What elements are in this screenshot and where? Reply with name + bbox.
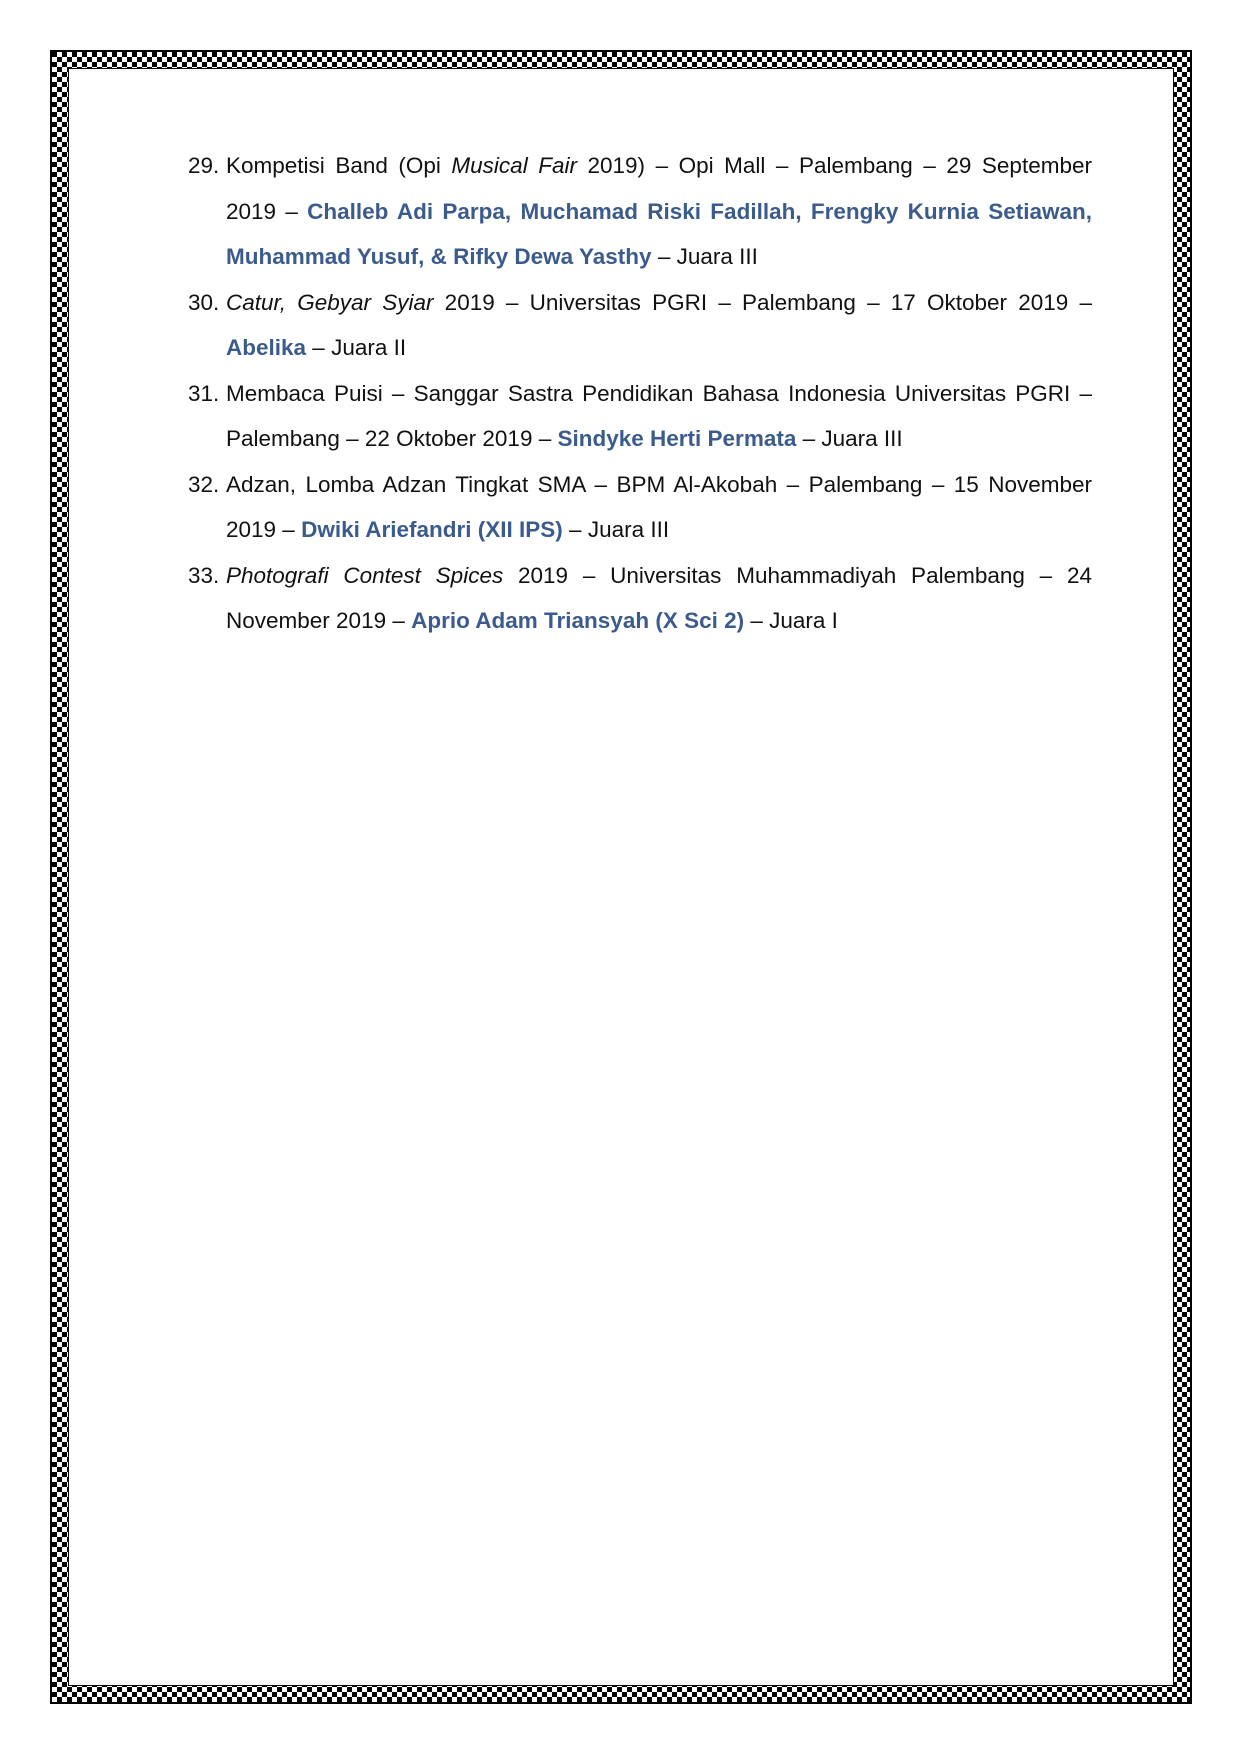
award-text: – Juara II [306,335,407,360]
list-item-text [226,280,1092,371]
event-text: Adzan, Lomba Adzan Tingkat SMA – BPM Al-Akobah – Palembang – 15 November 2019 – [226,471,1092,542]
list-item [188,553,1092,644]
award-text: – Juara III [562,517,670,542]
list-item-number: 31. [188,380,220,406]
list-item-text [226,462,1092,553]
award-text: – Juara III [796,426,903,451]
participant-names: Aprio Adam Triansyah (X Sci 2) [411,608,745,633]
list-item-number: 33. [188,562,220,588]
event-text: Kompetisi Band (Opi [226,153,452,178]
event-italic-text: Musical Fair [451,153,577,178]
achievement-list [188,143,1092,644]
list-item-text [226,553,1092,644]
list-item [188,280,1092,371]
list-item-text [226,143,1092,280]
event-text: 2019 – Universitas Muhammadiyah Palembang – 24 November 2019 – [226,562,1092,633]
list-item [188,462,1092,553]
event-italic-text: Catur, Gebyar Syiar [226,289,434,315]
event-italic-text: Photografi Contest Spices [226,562,504,588]
award-text: – Juara I [744,608,838,633]
list-item-text [226,371,1092,462]
event-text: 2019) – Opi Mall – Palembang – 29 September 2019 – [226,153,1092,224]
list-item [188,143,1092,280]
event-text: Membaca Puisi – Sanggar Sastra Pendidikan Bahasa Indonesia Universitas PGRI – Palembang – 22 Oktober 2019 – [226,380,1092,451]
list-item-number: 32. [188,471,220,497]
award-text: – Juara III [651,244,758,269]
list-item-number: 29. [188,153,220,178]
participant-names: Abelika [226,335,307,360]
event-text: 2019 – Universitas PGRI – Palembang – 17 Oktober 2019 – [433,289,1093,315]
participant-names: Sindyke Herti Permata [557,426,797,451]
list-item [188,371,1092,462]
participant-names: Dwiki Ariefandri (XII IPS) [301,517,563,542]
participant-names: Challeb Adi Parpa, Muchamad Riski Fadillah, Frengky Kurnia Setiawan, Muhammad Yusuf, & Rifky Dewa Yasthy [226,198,1092,269]
list-item-number: 30. [188,289,220,315]
